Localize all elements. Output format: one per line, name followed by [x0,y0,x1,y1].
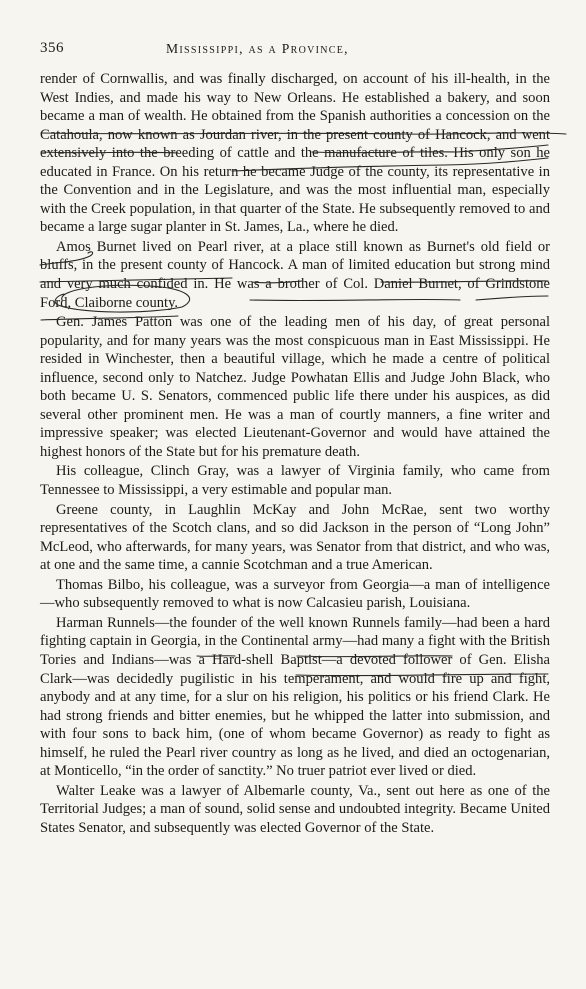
paragraph-greene-county: Greene county, in Laughlin McKay and John McRae, sent two worthy representatives of the Scotch clans, and so did Jackson in the person of “Long John” McLeod, who afterwards, for many years, was Senator from that district, and who was, at one and the same time, a cannie Scotchman and a true American. [40,501,550,574]
page-header [40,38,550,60]
book-page [40,38,550,838]
paragraph-clinch-gray: His colleague, Clinch Gray, was a lawyer of Virginia family, who came from Tennessee to Mississippi, a very estimable and popular man. [40,463,550,499]
running-head: Mississippi, as a Province, [166,41,349,56]
page-number: 356 [40,40,64,56]
body-text [40,70,550,837]
paragraph-walter-leake: Walter Leake was a lawyer of Albemarle county, Va., sent out here as one of the Territorial Judges; a man of sound, solid sense and undoubted integrity. Became United States Senator, and subsequently was elected Governor of the State. [40,782,550,836]
paragraph-continued: render of Cornwallis, and was finally discharged, on account of his ill-health, in the West Indies, and made his way to New Orleans. He established a bakery, and soon became a man of wealth. He obtained from the Spanish authorities a concession on the Catahoula, now known as Jourdan river, in the present county of Hancock, and went extensively into the breeding of cattle and the manufacture of tiles. His only son he educated in France. On his return he became Judge of the county, its representative in the Convention and in the Legislature, and was the most influential man, especially with the Creek population, in that quarter of the State. He subsequently removed to and became a large sugar planter in St. James, La., where he died. [40,71,550,236]
paragraph-thomas-bilbo: Thomas Bilbo, his colleague, was a surveyor from Georgia—a man of intelligence—who subsequently removed to what is now Calcasieu parish, Louisiana. [40,576,550,612]
paragraph-harman-runnels: Harman Runnels—the founder of the well known Runnels family—had been a hard fighting captain in Georgia, in the Continental army—had many a fight with the British Tories and Indians—was a Hard-shell Baptist—a devoted follower of Gen. Elisha Clark—was decidedly pugilistic in his temperament, and would fire up and fight, anybody and at any time, for a slur on his religion, his politics or his friend Clark. He had strong friends and bitter enemies, but he whipped the latter into submission, and with four sons to back him, (one of whom became Governor) as ready to fight as himself, he ruled the Pearl river country as long as he lived, and died an octogenarian, at Monticello, “in the order of sanctity.” No truer patriot ever lived or died. [40,614,550,780]
paragraph-amos-burnet: Amos Burnet lived on Pearl river, at a place still known as Burnet's old field or bluffs, in the present county of Hancock. A man of limited education but strong mind and very much confided in. He was a brother of Col. Daniel Burnet, of Grindstone Ford, Claiborne county. [40,238,550,311]
paragraph-james-patton: Gen. James Patton was one of the leading men of his day, of great personal popularity, and for many years was the most conspicuous man in East Mississippi. He resided in Winchester, then a beautiful village, which he made a centre of political influence, second only to Natchez. Judge Powhatan Ellis and Judge John Black, who both became U. S. Senators, commenced public life there under his auspices, as did several other prominent men. He was a man of courtly manners, a fine writer and impressive speaker; was elected Lieutenant-Governor and would have attained the highest honors of the State but for his premature death. [40,314,550,460]
